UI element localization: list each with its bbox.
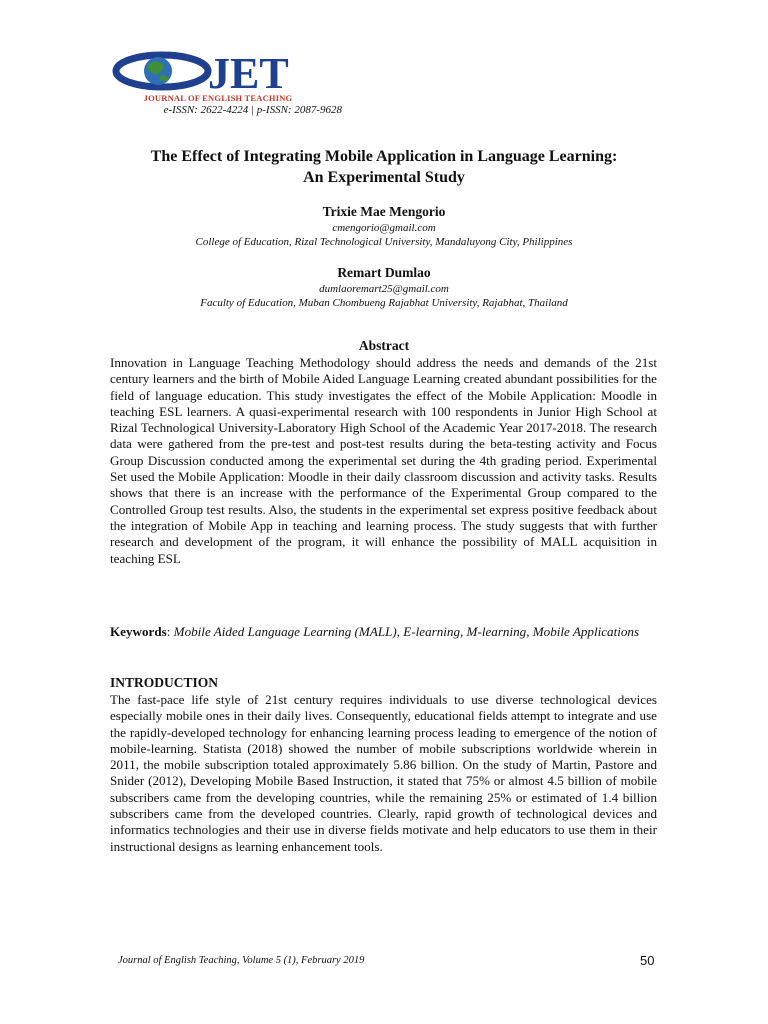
keywords-list: Mobile Aided Language Learning (MALL), E-learning, M-learning, Mobile Applications	[173, 624, 640, 639]
title-line-2: An Experimental Study	[303, 169, 465, 186]
abstract-heading: Abstract	[358, 338, 410, 353]
logo-graphic	[112, 50, 324, 96]
footer-journal-citation: Journal of English Teaching, Volume 5 (1), February 2019	[118, 955, 365, 966]
introduction-heading: INTRODUCTION	[110, 675, 219, 690]
keywords-label: Keywords	[110, 624, 167, 639]
keywords-line	[110, 624, 657, 641]
keywords-colon: :	[166, 624, 174, 639]
journal-logo	[112, 50, 324, 104]
logo-subtitle: JOURNAL OF ENGLISH TEACHING	[143, 93, 293, 103]
author-affiliation: College of Education, Rizal Technological University, Mandaluyong City, Philippines	[195, 236, 573, 248]
author-block-2	[40, 264, 728, 310]
author-name: Remart Dumlao	[337, 265, 431, 280]
logo-text: JET	[208, 50, 289, 96]
page-number: 50	[640, 953, 655, 968]
author-email: dumlaoremart25@gmail.com	[319, 283, 449, 295]
paper-title	[60, 146, 708, 188]
introduction-text: The fast-pace life style of 21st century requires individuals to use diverse technological devices especially mobile ones in their daily lives. Consequently, educational fields attempt to integrate and use the rapidly-developed technology for enhancing learning process leading to emergence of the notion of mobile-learning. Statista (2018) showed the number of mobile subscriptions worldwide wherein in 2011, the mobile subscription totaled approximately 5.86 billion. On the study of Martin, Pastore and Snider (2012), Developing Mobile Based Instruction, it stated that 75% or almost 4.5 billion of mobile subscribers came from the developing countries, while the remaining 25% or estimated of 1.4 billion subscribers came from the developed countries. Clearly, rapid growth of technological devices and informatics technologies and their use in diverse fields motivate and help educators to use them in their instructional designs as learning enhancement tools.	[110, 692, 657, 854]
author-name: Trixie Mae Mengorio	[322, 204, 446, 219]
author-affiliation: Faculty of Education, Muban Chombueng Rajabhat University, Rajabhat, Thailand	[200, 297, 568, 309]
title-line-1: The Effect of Integrating Mobile Application in Language Learning:	[150, 148, 618, 165]
issn-line: e-ISSN: 2622-4224 | p-ISSN: 2087-9628	[163, 104, 342, 116]
author-email: cmengorio@gmail.com	[332, 222, 436, 234]
abstract-text: Innovation in Language Teaching Methodology should address the needs and demands of the 21st century learners and the birth of Mobile Aided Language Learning created abundant possibilities for the field of language education. This study investigates the effect of the Mobile Application: Moodle in teaching ESL learners. A quasi-experimental research with 100 respondents in Junior High School at Rizal Technological University-Laboratory High School of the Academic Year 2017-2018. The research data were gathered from the pre-test and post-test results during the beta-testing activity and Focus Group Discussion conducted among the experimental set during the 4th grading period. Experimental Set used the Mobile Application: Moodle in their daily classroom discussion and activity tasks. Results shows that there is an increase with the performance of the Experimental Group compared to the Controlled Group test results. Also, the students in the experimental set express positive feedback about the integration of Mobile App in teaching and learning process. The study suggests that with further research and development of the program, it will enhance the possibility of MALL acquisition in teaching ESL	[110, 355, 657, 566]
author-block-1	[40, 203, 728, 249]
